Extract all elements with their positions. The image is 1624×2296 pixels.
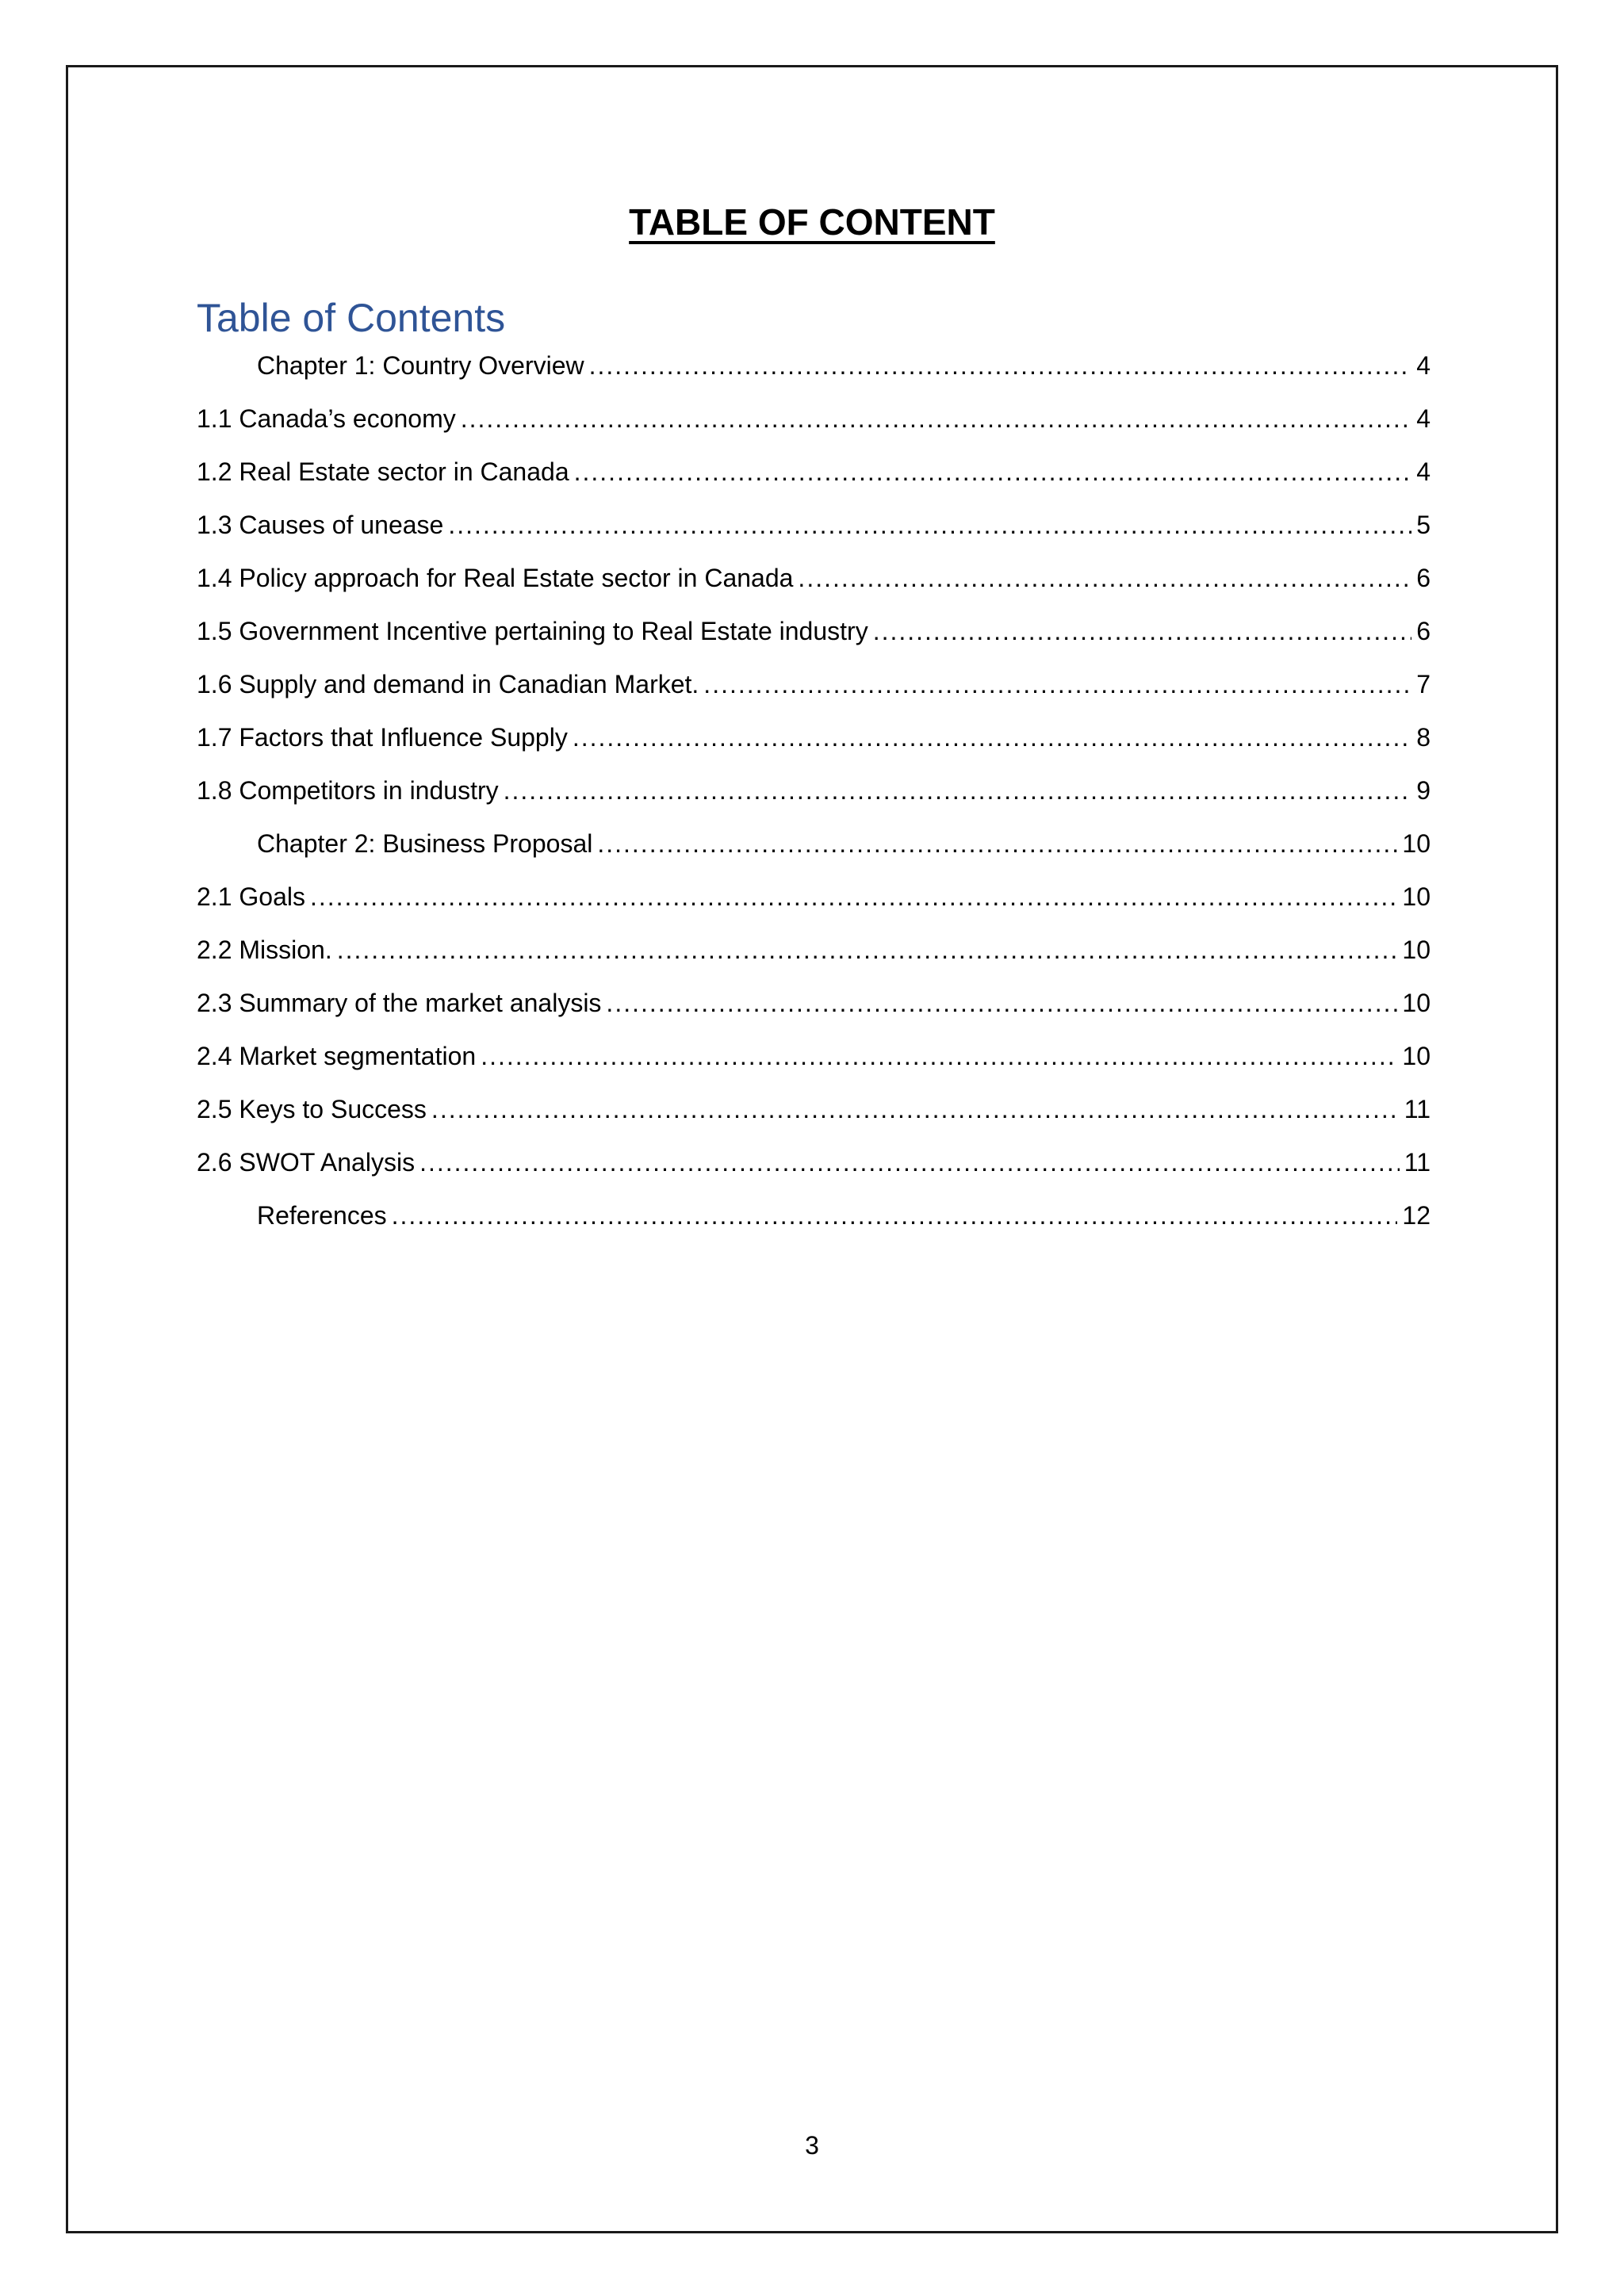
toc-entry[interactable] — [197, 339, 1431, 392]
toc-leader-dots — [431, 1083, 1400, 1136]
toc-entry[interactable] — [197, 605, 1431, 658]
toc-entry-text: 2.5 Keys to Success — [197, 1095, 427, 1123]
toc-entry[interactable] — [197, 658, 1431, 711]
toc-entry-page: 6 — [1416, 617, 1431, 645]
toc-entry[interactable] — [197, 446, 1431, 499]
toc-entry-page: 6 — [1416, 564, 1431, 592]
toc-entry-text: 2.6 SWOT Analysis — [197, 1148, 416, 1177]
toc-entry-text: 1.3 Causes of unease — [197, 511, 444, 539]
toc-leader-dots — [597, 817, 1397, 871]
toc-entry-page: 10 — [1402, 936, 1431, 964]
toc-entry-text: 2.1 Goals — [197, 882, 305, 911]
toc-entry-page: 10 — [1402, 989, 1431, 1017]
toc-entry-page: 4 — [1416, 351, 1431, 380]
toc-entry-page: 4 — [1416, 457, 1431, 486]
toc-entry-page: 10 — [1402, 829, 1431, 858]
toc-entry-text: 2.4 Market segmentation — [197, 1042, 477, 1070]
toc-entry-page: 10 — [1402, 882, 1431, 911]
toc-leader-dots — [461, 392, 1411, 446]
toc-entry-page: 11 — [1404, 1148, 1431, 1177]
toc-entry-text: 2.2 Mission. — [197, 936, 332, 964]
toc-leader-dots — [574, 446, 1412, 499]
toc-entry-page: 4 — [1416, 404, 1431, 433]
toc-entry-text: Chapter 1: Country Overview — [257, 351, 584, 380]
toc-leader-dots — [337, 924, 1398, 977]
toc-leader-dots — [419, 1136, 1400, 1189]
toc-entry[interactable] — [197, 924, 1431, 977]
toc-entry[interactable] — [197, 1189, 1431, 1242]
toc-leader-dots — [798, 552, 1411, 605]
toc-entry-text: 2.3 Summary of the market analysis — [197, 989, 602, 1017]
toc-entry[interactable] — [197, 711, 1431, 764]
document-title: TABLE OF CONTENT — [629, 201, 995, 243]
toc-entry-page: 10 — [1402, 1042, 1431, 1070]
toc-leader-dots — [481, 1030, 1397, 1083]
toc-leader-dots — [606, 977, 1397, 1030]
toc-leader-dots — [873, 605, 1412, 658]
toc-entry[interactable] — [197, 764, 1431, 817]
toc-entry[interactable] — [197, 977, 1431, 1030]
toc-entry-text: 1.5 Government Incentive pertaining to Real Estate industry — [197, 617, 868, 645]
toc-entry-text: 1.1 Canada’s economy — [197, 404, 456, 433]
toc-entry[interactable] — [197, 499, 1431, 552]
toc-leader-dots — [310, 871, 1397, 924]
toc-entry[interactable] — [197, 392, 1431, 446]
toc-leader-dots — [448, 499, 1411, 552]
toc-heading: Table of Contents — [197, 296, 506, 340]
toc-entry-text: 1.6 Supply and demand in Canadian Market. — [197, 670, 699, 698]
toc-entry-text: 1.7 Factors that Influence Supply — [197, 723, 568, 752]
toc-entry[interactable] — [197, 552, 1431, 605]
toc-entry-text: 1.2 Real Estate sector in Canada — [197, 457, 569, 486]
toc-leader-dots — [589, 339, 1412, 392]
toc-entry-page: 5 — [1416, 511, 1431, 539]
toc-entry[interactable] — [197, 817, 1431, 871]
toc-entry-page: 7 — [1416, 670, 1431, 698]
toc-entry[interactable] — [197, 1136, 1431, 1189]
toc-entry-text: 1.8 Competitors in industry — [197, 776, 499, 805]
toc-entry[interactable] — [197, 1083, 1431, 1136]
page-number: 3 — [805, 2131, 819, 2160]
toc-leader-dots — [573, 711, 1411, 764]
toc-entry-page: 12 — [1402, 1201, 1431, 1230]
toc-entry-text: References — [257, 1201, 387, 1230]
toc-leader-dots — [703, 658, 1411, 711]
toc-list — [197, 339, 1431, 1242]
toc-entry-page: 11 — [1404, 1095, 1431, 1123]
toc-entry[interactable] — [197, 871, 1431, 924]
toc-leader-dots — [504, 764, 1412, 817]
toc-entry[interactable] — [197, 1030, 1431, 1083]
toc-entry-text: Chapter 2: Business Proposal — [257, 829, 593, 858]
toc-leader-dots — [392, 1189, 1398, 1242]
toc-entry-text: 1.4 Policy approach for Real Estate sector in Canada — [197, 564, 794, 592]
toc-entry-page: 8 — [1416, 723, 1431, 752]
toc-entry-page: 9 — [1416, 776, 1431, 805]
